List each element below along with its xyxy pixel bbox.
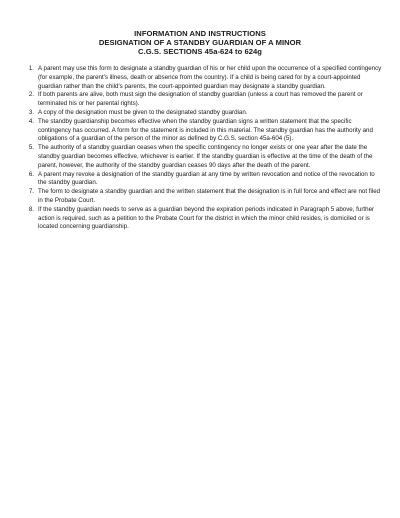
instruction-number: 1.: [28, 65, 34, 72]
instruction-item: [24, 188, 382, 206]
instruction-text: The authority of a standby guardian ceases when the specific contingency no longer exists or one year after the date the standby guardian becomes effective, whichever is earlier. If the standby guardian is effective at the time of the death of the parent, however, the authority of the standby guardian ceases 90 days after the death of the parent.: [38, 144, 373, 169]
instruction-number: 5.: [28, 144, 34, 152]
header-subtitle: DESIGNATION OF A STANDBY GUARDIAN OF A MINOR: [98, 38, 302, 48]
instruction-item: [24, 171, 382, 189]
instruction-text: A parent may use this form to designate a standby guardian of his or her child upon the occurrence of a specified contingency (for example, the parent's illness, death or absence from the country). If a child is being cared for by a court-appointed guardian rather than the child's parents, the court-appointed guardian may designate a standby guardian.: [38, 65, 382, 90]
instruction-number: 3.: [28, 108, 34, 116]
header-statute: C.G.S. SECTIONS 45a-624 to 624g: [138, 47, 262, 57]
instruction-item: [24, 109, 382, 118]
instruction-number: 4.: [28, 117, 34, 125]
instruction-item: [24, 118, 382, 144]
instruction-number: 8.: [28, 205, 34, 213]
instruction-text: A parent may revoke a designation of the standby guardian at any time by written revocation and notice of the revocation to the standby guardian.: [38, 170, 375, 187]
instruction-text: The standby guardianship becomes effective when the standby guardian signs a written statement that the specific contingency has occurred. A form for the statement is included in this material. The standby guardian has the authority and obligations of a guardian of the person of the minor as defined by C.G.S. section 45a-604 (5).: [38, 117, 373, 143]
header-title: INFORMATION AND INSTRUCTIONS: [134, 29, 266, 38]
instruction-item: [24, 206, 382, 232]
document-header: [0, 29, 400, 57]
instruction-text: If both parents are alive, both must sign the designation of standby guardian (unless a court has removed the parent or terminated his or her parental rights).: [38, 91, 363, 108]
instruction-item: [24, 65, 382, 91]
instruction-text: The form to designate a standby guardian and the written statement that the designation is in full force and effect are not filed in the Probate Court.: [38, 188, 381, 204]
instruction-text: If the standby guardian needs to serve as a guardian beyond the expiration periods indicated in Paragraph 5 above, further action is required, such as a petition to the Probate Court for the district in which the minor child resides, is domiciled or is located concerning guardianship.: [38, 205, 375, 231]
instruction-number: 2.: [28, 91, 34, 99]
instruction-item: [24, 91, 382, 109]
instruction-item: [24, 144, 382, 170]
instruction-number: 7.: [28, 188, 34, 196]
instruction-text: A copy of the designation must be given to the designated standby guardian.: [38, 108, 248, 116]
instructions-list: [24, 65, 382, 232]
instruction-number: 6.: [28, 170, 34, 178]
